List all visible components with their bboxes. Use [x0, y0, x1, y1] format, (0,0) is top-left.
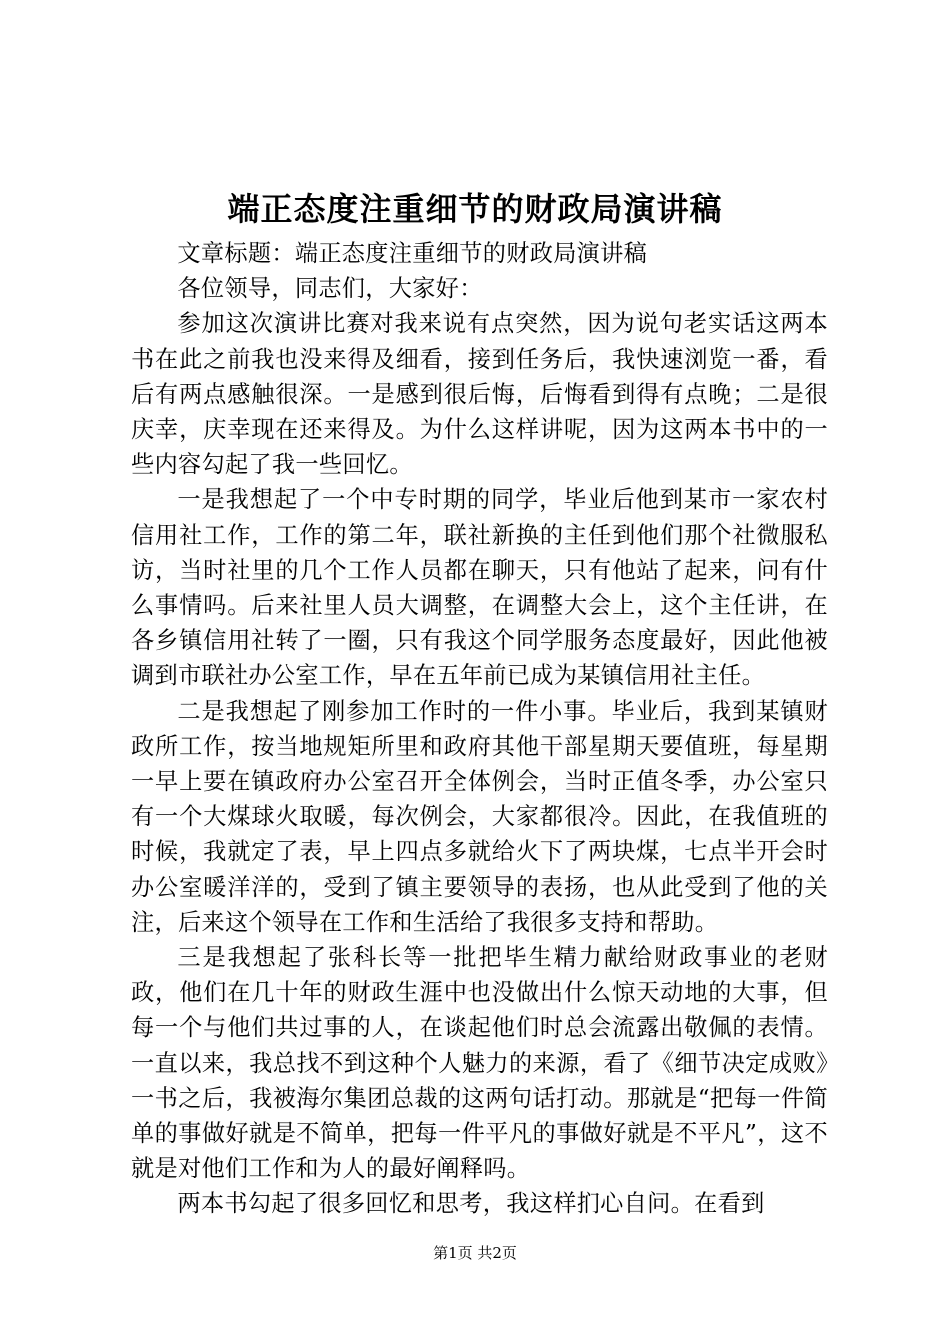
document-body — [131, 236, 828, 1222]
page-footer: 第1页 共2页 — [433, 1244, 517, 1262]
paragraph-third-memory: 三是我想起了张科长等一批把毕生精力献给财政事业的老财政，他们在几十年的财政生涯中也没做出什么惊天动地的大事，但每一个与他们共过事的人，在谈起他们时总会流露出敬佩的表情。一直以来，我总找不到这种个人魅力的来源，看了《细节决定成败》一书之后，我被海尔集团总裁的这两句话打动。那就是“把每一件简单的事做好就是不简单，把每一件平凡的事做好就是不平凡”，这不就是对他们工作和为人的最好阐释吗。 — [131, 944, 828, 1183]
paragraph-intro: 参加这次演讲比赛对我来说有点突然，因为说句老实话这两本书在此之前我也没来得及细看，接到任务后，我快速浏览一番，看后有两点感触很深。一是感到很后悔，后悔看到得有点晚；二是很庆幸，庆幸现在还来得及。为什么这样讲呢，因为这两本书中的一些内容勾起了我一些回忆。 — [131, 310, 828, 479]
paragraph-second-memory: 二是我想起了刚参加工作时的一件小事。毕业后，我到某镇财政所工作，按当地规矩所里和政府其他干部星期天要值班，每星期一早上要在镇政府办公室召开全体例会，当时正值冬季，办公室只有一个大煤球火取暖，每次例会，大家都很冷。因此，在我值班的时候，我就定了表，早上四点多就给火下了两块煤，七点半开会时办公室暖洋洋的，受到了镇主要领导的表扬，也从此受到了他的关注，后来这个领导在工作和生活给了我很多支持和帮助。 — [131, 697, 828, 936]
paragraph-article-title: 文章标题：端正态度注重细节的财政局演讲稿 — [177, 240, 648, 267]
document-title: 端正态度注重细节的财政局演讲稿 — [227, 190, 723, 228]
paragraph-reflection: 两本书勾起了很多回忆和思考，我这样扪心自问。在看到 — [177, 1190, 765, 1218]
paragraph-first-memory: 一是我想起了一个中专时期的同学，毕业后他到某市一家农村信用社工作，工作的第二年，联社新换的主任到他们那个社微服私访，当时社里的几个工作人员都在聊天，只有他站了起来，问有什么事情吗。后来社里人员大调整，在调整大会上，这个主任讲，在各乡镇信用社转了一圈，只有我这个同学服务态度最好，因此他被调到市联社办公室工作，早在五年前已成为某镇信用社主任。 — [131, 486, 828, 690]
paragraph-greeting: 各位领导，同志们，大家好： — [177, 275, 483, 303]
